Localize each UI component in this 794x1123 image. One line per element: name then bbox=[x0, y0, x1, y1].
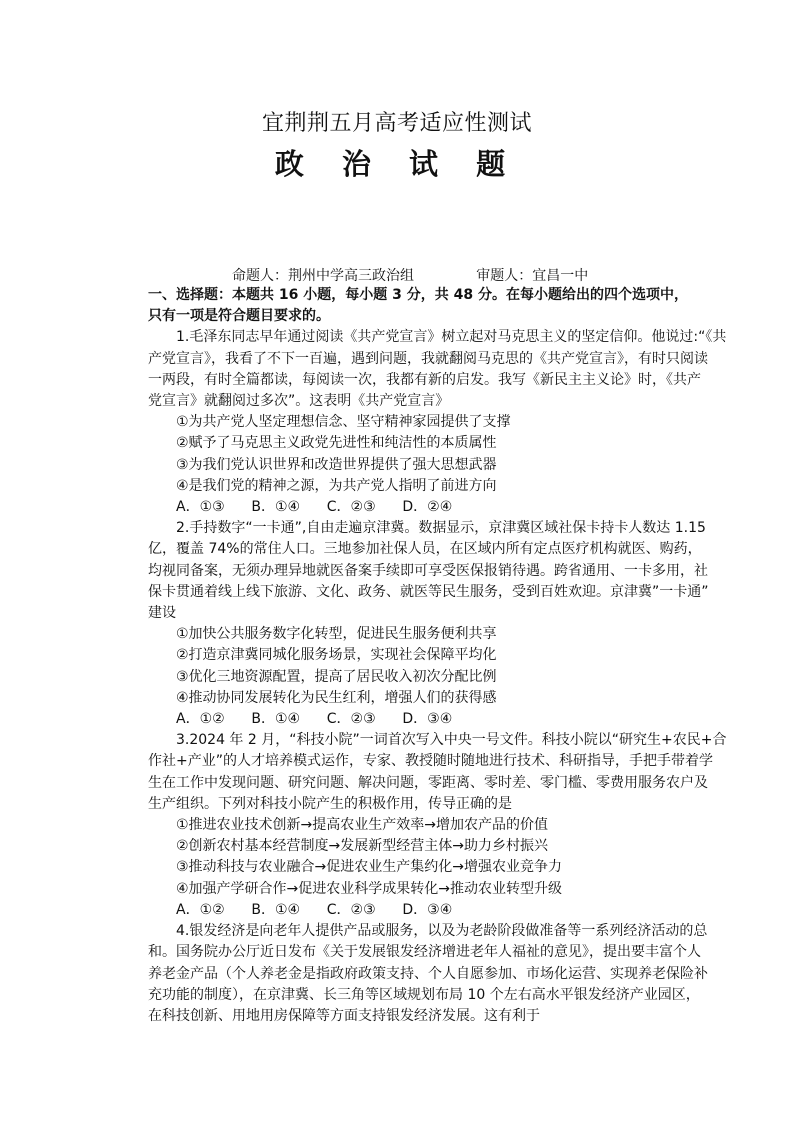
question-stem-line: 亿，覆盖 74%的常住人口。三地参加社保人员，在区域内所有定点医疗机构就医、购药， bbox=[148, 541, 702, 558]
question-stem-line: 和。国务院办公厅近日发布《关于发展银发经济增进老年人福祉的意见》，提出要丰富个人 bbox=[148, 944, 701, 961]
authors-line: 命题人：荆州中学高三政治组 审题人：宜昌一中 bbox=[232, 268, 589, 284]
statement-item: ③优化三地资源配置，提高了居民收入初次分配比例 bbox=[176, 668, 497, 685]
answer-choices: A．①② B．①④ C．②③ D．③④ bbox=[176, 901, 453, 918]
question-1 bbox=[148, 327, 727, 518]
question-stem-line: 养老金产品（个人养老金是指政府政策支持、个人自愿参加、市场化运营、实现养老保险补 bbox=[148, 965, 708, 982]
question-stem-line: 生在工作中发现问题、研究问题、解决问题，零距离、零时差、零门槛、零费用服务农户及 bbox=[148, 774, 708, 791]
statement-item: ①推进农业技术创新→提高农业生产效率→增加农产品的价值 bbox=[176, 817, 549, 834]
question-stem-line: 作社+产业”的人才培养模式运作，专家、教授随时随地进行技术、科研指导，手把手带着学 bbox=[148, 753, 713, 770]
question-stem-line: 建设 bbox=[148, 605, 176, 622]
question-stem-line: 均视同备案，无须办理异地就医备案手续即可享受医保报销待遇。跨省通用、一卡多用，社 bbox=[148, 562, 708, 579]
statement-item: ②打造京津冀同城化服务场景，实现社会保障平均化 bbox=[176, 647, 497, 664]
question-stem-line: 产党宣言》，我看了不下一百遍，遇到问题，我就翻阅马克思的《共产党宣言》，有时只阅读 bbox=[148, 350, 708, 367]
question-stem-line: 生产组织。下列对科技小院产生的积极作用，传导正确的是 bbox=[148, 795, 512, 812]
question-4 bbox=[148, 921, 708, 1027]
question-stem-line: 党宣言》就翻阅过多次”。这表明《共产党宣言》 bbox=[148, 393, 450, 410]
question-stem-line: 充功能的制度），在京津冀、长三角等区域规划布局 10 个左右高水平银发经济产业园区， bbox=[148, 986, 700, 1003]
exam-title: 宜荆荆五月高考适应性测试 bbox=[261, 111, 532, 136]
question-stem-line: 2.手持数字“一卡通”,自由走遍京津冀。数据显示，京津冀区域社保卡持卡人数达 1.15 bbox=[176, 520, 706, 537]
subject-title: 政 治 试 题 bbox=[274, 147, 520, 181]
statement-item: ②创新农村基本经营制度→发展新型经营主体→助力乡村振兴 bbox=[176, 838, 549, 855]
statement-item: ④加强产学研合作→促进农业科学成果转化→推动农业转型升级 bbox=[176, 880, 563, 897]
question-stem-line: 在科技创新、用地用房保障等方面支持银发经济发展。这有利于 bbox=[148, 1007, 540, 1024]
question-stem-line: 一两段，有时全篇都读，每阅读一次，我都有新的启发。我写《新民主主义论》时，《共产 bbox=[148, 371, 701, 388]
statement-item: ②赋予了马克思主义政党先进性和纯洁性的本质属性 bbox=[176, 435, 497, 452]
statement-item: ④是我们党的精神之源，为共产党人指明了前进方向 bbox=[176, 477, 497, 494]
answer-choices: A．①③ B．①④ C．②③ D．②④ bbox=[176, 499, 453, 516]
question-stem-line: 保卡贯通着线上线下旅游、文化、政务、就医等民生服务，受到百姓欢迎。京津冀”一卡通” bbox=[148, 583, 709, 600]
question-stem-line: 4.银发经济是向老年人提供产品或服务，以及为老龄阶段做准备等一系列经济活动的总 bbox=[176, 923, 708, 940]
exam-content bbox=[148, 285, 727, 1027]
statement-item: ①加快公共服务数字化转型，促进民生服务便利共享 bbox=[176, 626, 497, 643]
statement-item: ③为我们党认识世界和改造世界提供了强大思想武器 bbox=[176, 456, 497, 473]
section-heading: 一、选择题：本题共 16 小题，每小题 3 分，共 48 分。在每小题给出的四个选项中， bbox=[148, 287, 688, 303]
question-stem-line: 1.毛泽东同志早年通过阅读《共产党宣言》树立起对马克思主义的坚定信仰。他说过:“《共 bbox=[176, 329, 727, 346]
question-2 bbox=[148, 518, 709, 730]
question-stem-line: 3.2024 年 2 月，“科技小院”一词首次写入中央一号文件。科技小院以“研究生+农民+合 bbox=[176, 732, 727, 749]
statement-item: ①为共产党人坚定理想信念、坚守精神家园提供了支撑 bbox=[176, 414, 511, 431]
question-3 bbox=[148, 730, 727, 921]
answer-choices: A．①② B．①④ C．②③ D．③④ bbox=[176, 711, 453, 728]
statement-item: ④推动协同发展转化为民生红利，增强人们的获得感 bbox=[176, 689, 497, 706]
statement-item: ③推动科技与农业融合→促进农业生产集约化→增强农业竞争力 bbox=[176, 859, 563, 876]
section-heading-cont: 只有一项是符合题目要求的。 bbox=[148, 308, 330, 325]
